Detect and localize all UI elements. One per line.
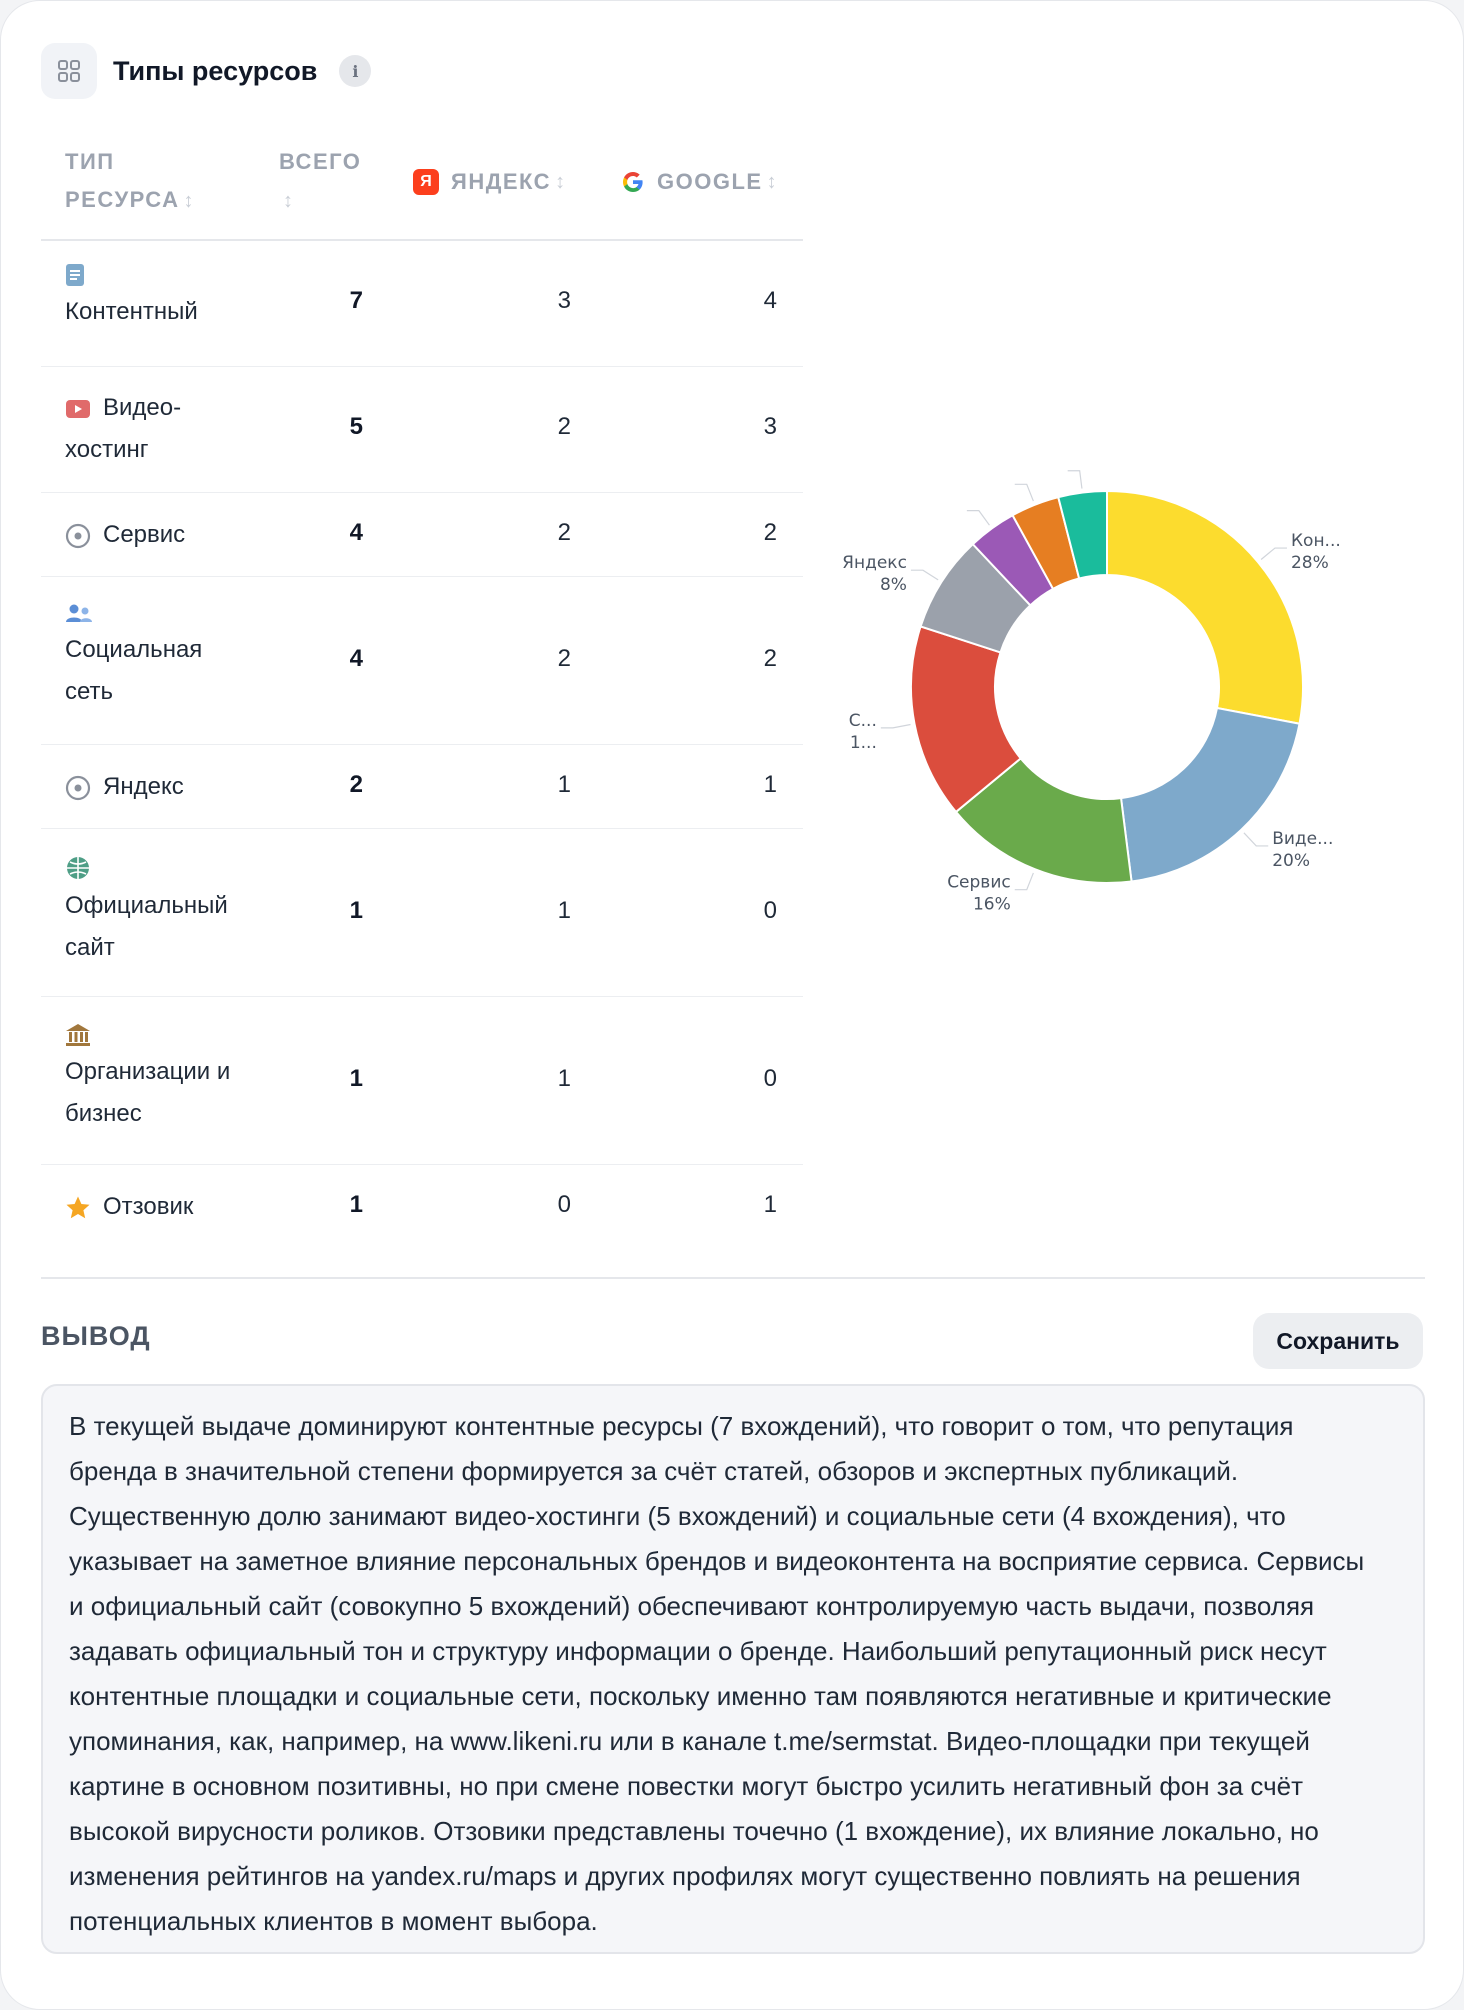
- info-icon[interactable]: i: [339, 55, 371, 87]
- conclusion-line: упоминания, как, например, на www.likeni.ru или в канале t.me/sermstat. Видео-площадки при текущей: [69, 1726, 1310, 1756]
- google-count: 2: [763, 519, 777, 546]
- resource-type-name: Яндекс: [103, 773, 184, 800]
- resource-type-name: Видео-хостинг: [65, 394, 182, 463]
- document-icon: [65, 263, 85, 287]
- table-row[interactable]: [41, 1165, 803, 1249]
- conclusion-line: и официальный сайт (совокупно 5 вхождений) обеспечивают контролируемую часть выдачи, позволяя: [69, 1591, 1315, 1621]
- column-header-google[interactable]: GOOGLE ↕: [621, 163, 778, 201]
- resource-type-name: Организации и бизнес: [65, 1058, 231, 1127]
- yandex-count: 1: [557, 771, 571, 798]
- conclusion-line: В текущей выдаче доминируют контентные ресурсы (7 вхождений), что говорит о том, что репутация: [69, 1411, 1294, 1441]
- table-header: [41, 131, 803, 241]
- label-leader-line: [1244, 833, 1268, 846]
- slice-label-name: Яндекс: [842, 553, 907, 574]
- yandex-logo-icon: Я: [413, 169, 439, 195]
- column-header-total[interactable]: ВСЕГО ↕: [279, 149, 362, 212]
- google-count: 0: [763, 897, 777, 924]
- video-icon: [65, 399, 91, 419]
- star-icon: [65, 1195, 91, 1221]
- card-header: [41, 43, 371, 99]
- users-icon: [65, 603, 93, 625]
- resource-types-donut-chart: [841, 461, 1401, 921]
- conclusion-line: бренда в значительной степени формируется за счёт статей, обзоров и экспертных публикаций.: [69, 1456, 1239, 1486]
- google-count: 4: [763, 287, 777, 314]
- conclusion-line: картине в основном позитивны, но при смене повестки могут быстро усилить негативный фон за счёт: [69, 1771, 1303, 1801]
- sort-icon: ↕: [555, 171, 567, 193]
- slice-label-percent: 1...: [849, 732, 877, 753]
- yandex-count: 3: [557, 287, 571, 314]
- globe-icon: [65, 855, 91, 881]
- label-leader-line: [967, 511, 990, 526]
- table-row[interactable]: [41, 997, 803, 1165]
- table-row[interactable]: [41, 829, 803, 997]
- conclusion-line: контентные площадки и социальные сети, поскольку именно там появляются негативные и критические: [69, 1681, 1332, 1711]
- sort-icon: ↕: [283, 190, 295, 212]
- target-icon: [65, 775, 91, 801]
- yandex-count: 1: [557, 897, 571, 924]
- sort-icon: ↕: [766, 171, 779, 193]
- label-leader-line: [1068, 471, 1082, 489]
- label-leader-line: [881, 724, 911, 727]
- google-count: 1: [763, 771, 777, 798]
- google-count: 1: [763, 1191, 777, 1218]
- table-row[interactable]: [41, 493, 803, 577]
- resource-type-name: Официальный сайт: [65, 892, 228, 961]
- table-row[interactable]: [41, 745, 803, 829]
- resource-types-table: [41, 131, 803, 1249]
- resource-type-name: Контентный: [65, 298, 198, 325]
- yandex-count: 2: [557, 645, 571, 672]
- slice-label-name: Виде...: [1272, 828, 1334, 849]
- table-row[interactable]: [41, 367, 803, 493]
- google-count: 3: [763, 413, 777, 440]
- bank-icon: [65, 1023, 91, 1047]
- donut-slice[interactable]: [1107, 491, 1303, 724]
- slice-label-percent: 16%: [972, 894, 1011, 915]
- slice-label-percent: 8%: [879, 575, 907, 596]
- conclusion-line: изменения рейтингов на yandex.ru/maps и других профилях могут существенно повлиять на решения: [69, 1861, 1301, 1891]
- target-icon: [65, 523, 91, 549]
- label-leader-line: [1015, 484, 1034, 501]
- total-count: 1: [349, 1191, 363, 1218]
- label-leader-line: [911, 570, 938, 580]
- slice-label-name: Кон...: [1290, 531, 1341, 552]
- page-title: Типы ресурсов: [113, 55, 318, 86]
- grid-icon: [41, 43, 97, 99]
- column-header-yandex[interactable]: Я ЯНДЕКС ↕: [413, 163, 567, 201]
- conclusion-line: высокой вирусности роликов. Отзовики представлены точечно (1 вхождение), их влияние локально, но: [69, 1816, 1319, 1846]
- total-count: 1: [349, 897, 363, 924]
- yandex-count: 0: [557, 1191, 571, 1218]
- label-leader-line: [1261, 548, 1287, 559]
- slice-label-percent: 20%: [1272, 850, 1311, 871]
- column-header-type[interactable]: ТИП РЕСУРСА ↕: [65, 149, 195, 212]
- table-row[interactable]: [41, 241, 803, 367]
- resource-type-name: Социальная сеть: [65, 636, 203, 705]
- slice-label-percent: 28%: [1290, 553, 1329, 574]
- yandex-count: 2: [557, 413, 571, 440]
- table-row[interactable]: [41, 577, 803, 745]
- google-count: 2: [763, 645, 777, 672]
- conclusion-line: потенциальных клиентов в момент выбора.: [69, 1906, 598, 1936]
- conclusion-text: [69, 1404, 1397, 1944]
- label-leader-line: [1015, 873, 1034, 890]
- sort-icon: ↕: [183, 190, 195, 212]
- conclusion-line: Существенную долю занимают видео-хостинги (5 вхождений) и социальные сети (4 вхождения), что: [69, 1501, 1286, 1531]
- google-logo-icon: [621, 170, 645, 194]
- google-count: 0: [763, 1065, 777, 1092]
- resource-type-name: Сервис: [103, 521, 186, 548]
- resource-type-name: Отзовик: [103, 1193, 194, 1220]
- total-count: 7: [349, 287, 363, 314]
- conclusion-line: задавать официальный тон и структуру информации о бренде. Наибольший репутационный риск несут: [69, 1636, 1327, 1666]
- total-count: 1: [349, 1065, 363, 1092]
- total-count: 4: [349, 519, 363, 546]
- total-count: 4: [349, 645, 363, 672]
- section-divider: [41, 1277, 1425, 1279]
- slice-label-name: Сервис: [947, 872, 1011, 893]
- conclusion-line: указывает на заметное влияние персональных брендов и видеоконтента на восприятие сервиса. Сервисы: [69, 1546, 1365, 1576]
- slice-label-name: С...: [848, 710, 877, 731]
- yandex-count: 2: [557, 519, 571, 546]
- conclusion-title: ВЫВОД: [41, 1321, 151, 1351]
- save-button[interactable]: Сохранить: [1253, 1313, 1423, 1369]
- total-count: 2: [349, 771, 363, 798]
- yandex-count: 1: [557, 1065, 571, 1092]
- conclusion-textarea[interactable]: [41, 1384, 1425, 1954]
- total-count: 5: [349, 413, 363, 440]
